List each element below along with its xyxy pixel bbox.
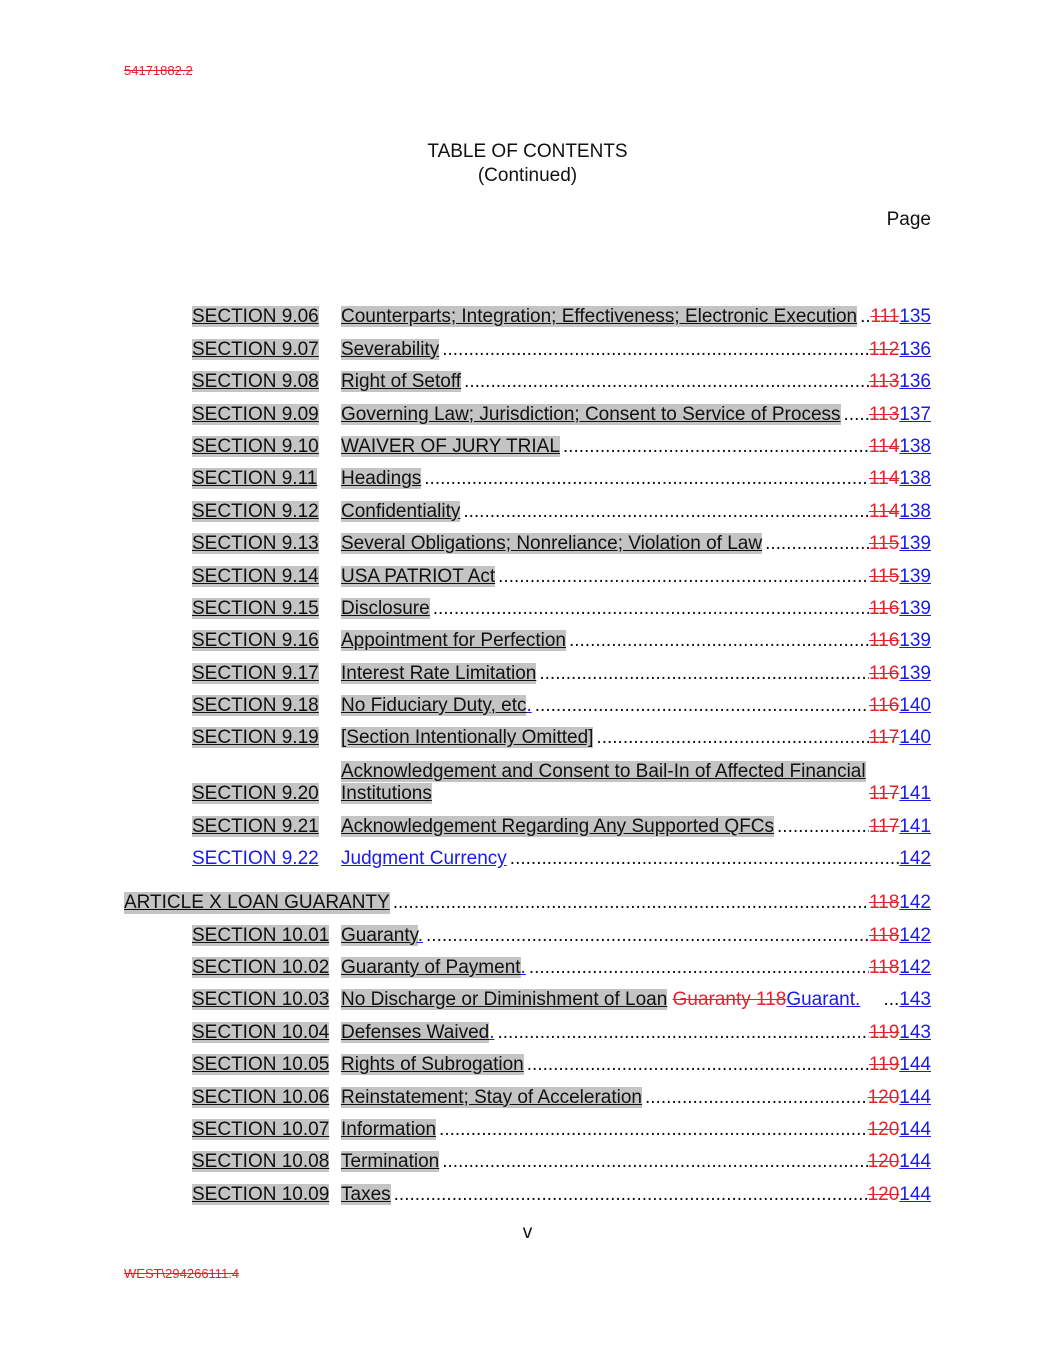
section-title-cell bbox=[341, 695, 931, 717]
dot-leader bbox=[439, 339, 869, 361]
section-title-wrap bbox=[341, 989, 860, 1011]
section-number-link[interactable]: SECTION 10.09 bbox=[192, 1183, 330, 1205]
inserted-text: . bbox=[489, 1021, 495, 1043]
section-title-wrap bbox=[341, 339, 439, 361]
section-title-cell bbox=[341, 816, 931, 838]
page-number-link[interactable]: 143 bbox=[899, 1021, 931, 1043]
page-number-link[interactable]: 139 bbox=[899, 662, 931, 684]
section-title-wrap bbox=[341, 371, 461, 393]
document-id-header: 54171882.2 bbox=[124, 63, 193, 78]
toc-entry[interactable] bbox=[124, 947, 931, 979]
section-title-cell bbox=[341, 989, 931, 1011]
section-title-cell bbox=[341, 848, 931, 870]
section-number-link[interactable]: SECTION 10.05 bbox=[192, 1054, 330, 1076]
dot-leader bbox=[495, 566, 869, 588]
dot-leader bbox=[560, 436, 869, 458]
toc-entry[interactable] bbox=[124, 523, 931, 555]
page-number: v bbox=[522, 1222, 533, 1243]
section-title-wrap bbox=[341, 501, 460, 523]
toc-entry[interactable] bbox=[124, 296, 931, 328]
article-entry[interactable] bbox=[124, 870, 931, 914]
page-number-link[interactable]: 144 bbox=[899, 1151, 931, 1173]
page-number-link[interactable]: 142 bbox=[899, 957, 931, 979]
section-title-wrap bbox=[341, 566, 495, 588]
section-number-cell bbox=[192, 1184, 341, 1206]
section-number-cell bbox=[192, 783, 341, 805]
section-title-wrap bbox=[341, 816, 774, 838]
dot-leader bbox=[421, 468, 869, 490]
dot-leader bbox=[593, 727, 869, 749]
dot-leader bbox=[536, 663, 869, 685]
dot-leader bbox=[857, 306, 870, 328]
section-number-cell bbox=[192, 1119, 341, 1141]
section-title-link[interactable]: Reinstatement; Stay of Acceleration bbox=[341, 1086, 642, 1108]
section-title-cell bbox=[341, 630, 931, 652]
section-title-cell bbox=[341, 727, 931, 749]
section-number-link[interactable]: SECTION 9.20 bbox=[192, 783, 319, 805]
section-title-link[interactable]: Guaranty of Payment bbox=[341, 957, 521, 979]
section-title-wrap bbox=[341, 533, 762, 555]
section-title-wrap bbox=[341, 306, 857, 328]
section-title-link[interactable]: Severability bbox=[341, 338, 440, 360]
section-title-cell bbox=[341, 371, 931, 393]
deleted-page-number: 118 bbox=[869, 892, 900, 914]
section-number-link[interactable]: SECTION 9.17 bbox=[192, 662, 319, 684]
page-number-link[interactable]: 138 bbox=[899, 468, 931, 490]
section-title-link[interactable]: [Section Intentionally Omitted] bbox=[341, 727, 594, 749]
section-number-cell bbox=[192, 1022, 341, 1044]
deleted-page-number: 116 bbox=[869, 597, 900, 619]
page-number-link[interactable]: 139 bbox=[899, 630, 931, 652]
section-title-link[interactable]: Rights of Subrogation bbox=[341, 1054, 524, 1076]
page-number-link[interactable]: 144 bbox=[899, 1054, 931, 1076]
section-number-link[interactable]: SECTION 9.06 bbox=[192, 306, 319, 328]
section-title-link[interactable]: Judgment Currency bbox=[341, 848, 507, 870]
toc-entry[interactable] bbox=[124, 1109, 931, 1141]
deleted-page-number: 117 bbox=[869, 815, 900, 837]
section-number-cell bbox=[192, 306, 341, 328]
section-number-cell bbox=[192, 989, 341, 1011]
section-number-link[interactable]: SECTION 9.13 bbox=[192, 533, 319, 555]
section-title-wrap bbox=[341, 1184, 391, 1206]
section-title-link[interactable]: Several Obligations; Nonreliance; Violation of Law bbox=[341, 533, 763, 555]
toc-entry[interactable] bbox=[124, 749, 931, 805]
section-title-cell bbox=[341, 566, 931, 588]
section-number-link[interactable]: SECTION 9.22 bbox=[192, 848, 319, 870]
section-title-cell bbox=[341, 1151, 931, 1173]
section-title-link[interactable]: Taxes bbox=[341, 1183, 391, 1205]
deleted-page-number: 119 bbox=[869, 1054, 900, 1076]
dot-leader bbox=[461, 371, 869, 393]
article-title-link[interactable]: ARTICLE X LOAN GUARANTY bbox=[124, 892, 390, 914]
section-number-cell bbox=[192, 957, 341, 979]
page-number-link[interactable]: 139 bbox=[899, 597, 931, 619]
section-title-link[interactable]: Guaranty bbox=[341, 924, 418, 946]
section-title-link[interactable]: Acknowledgement and Consent to Bail-In of Affected Financial Institutions bbox=[341, 761, 866, 805]
deleted-page-number: 118 bbox=[869, 924, 900, 946]
section-number-link[interactable]: SECTION 9.16 bbox=[192, 630, 319, 652]
dot-leader bbox=[524, 1054, 869, 1076]
page-number-link[interactable]: 142 bbox=[899, 848, 931, 870]
dot-leader bbox=[494, 1022, 869, 1044]
section-title-wrap bbox=[341, 630, 566, 652]
toc-entry[interactable] bbox=[124, 361, 931, 393]
deleted-page-number: 120 bbox=[867, 1086, 900, 1108]
toc-entry[interactable] bbox=[124, 328, 931, 360]
dot-leader bbox=[642, 1087, 868, 1109]
section-number-cell bbox=[192, 1087, 341, 1109]
section-title-cell bbox=[341, 1119, 931, 1141]
deleted-page-number: 116 bbox=[869, 662, 900, 684]
page-number-link[interactable]: 141 bbox=[899, 783, 931, 805]
dot-leader bbox=[391, 1184, 868, 1206]
section-title-wrap bbox=[341, 436, 560, 458]
deleted-page-number: 117 bbox=[869, 727, 900, 749]
page-number-link[interactable]: 137 bbox=[899, 403, 931, 425]
toc-entry[interactable] bbox=[124, 685, 931, 717]
section-title-cell bbox=[341, 306, 931, 328]
section-title-cell bbox=[341, 501, 931, 523]
section-title-cell bbox=[341, 436, 931, 458]
section-title-wrap bbox=[341, 695, 532, 717]
section-title-wrap bbox=[341, 727, 593, 749]
section-number-link[interactable]: SECTION 10.08 bbox=[192, 1151, 330, 1173]
section-number-cell bbox=[192, 339, 341, 361]
section-title-wrap bbox=[341, 848, 507, 870]
toc-entry[interactable] bbox=[124, 458, 931, 490]
section-number-link[interactable]: SECTION 10.02 bbox=[192, 957, 330, 979]
section-title-link[interactable]: Defenses Waived bbox=[341, 1021, 490, 1043]
section-number-cell bbox=[192, 436, 341, 458]
deleted-page-number: 117 bbox=[869, 783, 900, 805]
page-number-link[interactable]: 142 bbox=[899, 892, 931, 914]
deleted-page-number: 116 bbox=[869, 630, 900, 652]
page-number-link[interactable]: 143 bbox=[899, 989, 931, 1011]
article-title-cell bbox=[124, 892, 931, 914]
deleted-page-number: 114 bbox=[869, 500, 900, 522]
section-number-link[interactable]: SECTION 9.11 bbox=[192, 468, 318, 490]
deleted-page-number: 111 bbox=[870, 306, 900, 328]
dot-leader: ... bbox=[883, 989, 900, 1011]
page-number-link[interactable]: 135 bbox=[899, 306, 931, 328]
section-number-cell bbox=[192, 663, 341, 685]
section-title-link[interactable]: Right of Setoff bbox=[341, 371, 462, 393]
section-title-cell bbox=[341, 1022, 931, 1044]
toc-entry[interactable] bbox=[124, 1076, 931, 1108]
dot-leader bbox=[423, 925, 869, 947]
deleted-page-number: 112 bbox=[869, 338, 900, 360]
section-number-cell bbox=[192, 630, 341, 652]
page-number-link[interactable]: 136 bbox=[899, 338, 931, 360]
toc-entry[interactable] bbox=[124, 979, 931, 1011]
deleted-page-number: 114 bbox=[869, 435, 900, 457]
page-number-link[interactable]: 142 bbox=[899, 924, 931, 946]
section-number-cell bbox=[192, 925, 341, 947]
toc-entry[interactable] bbox=[124, 426, 931, 458]
section-title-link[interactable]: No Discharge or Diminishment of Loan bbox=[341, 989, 668, 1011]
deleted-page-number: 118 bbox=[869, 957, 900, 979]
section-number-link[interactable]: SECTION 9.14 bbox=[192, 565, 319, 587]
dot-leader bbox=[460, 501, 869, 523]
section-number-link[interactable]: SECTION 10.06 bbox=[192, 1086, 330, 1108]
section-title-link[interactable]: Acknowledgement Regarding Any Supported QFCs bbox=[341, 815, 775, 837]
section-title-cell bbox=[341, 1054, 931, 1076]
section-title-link[interactable]: Disclosure bbox=[341, 597, 430, 619]
page-number-link[interactable]: 140 bbox=[899, 695, 931, 717]
toc-entry[interactable] bbox=[124, 1011, 931, 1043]
deleted-page-number: 120 bbox=[867, 1183, 900, 1205]
dot-leader bbox=[774, 816, 869, 838]
dot-leader bbox=[841, 404, 869, 426]
section-title-wrap bbox=[341, 663, 536, 685]
section-title-wrap bbox=[341, 1054, 524, 1076]
toc-entry[interactable] bbox=[124, 1141, 931, 1173]
page-column-label: Page bbox=[886, 209, 931, 230]
dot-leader bbox=[430, 598, 869, 620]
deleted-page-number: 119 bbox=[869, 1021, 900, 1043]
dot-leader bbox=[507, 848, 900, 870]
inserted-text: . bbox=[526, 695, 532, 717]
section-title-cell bbox=[341, 468, 931, 490]
section-title-wrap bbox=[341, 761, 866, 805]
dot-leader bbox=[390, 892, 869, 914]
section-title-cell bbox=[341, 598, 931, 620]
dot-leader bbox=[436, 1119, 868, 1141]
section-title-link[interactable]: Headings bbox=[341, 468, 422, 490]
section-number-cell bbox=[192, 533, 341, 555]
section-number-cell bbox=[192, 1054, 341, 1076]
section-number-link[interactable]: SECTION 10.07 bbox=[192, 1118, 330, 1140]
section-number-link[interactable]: SECTION 9.15 bbox=[192, 597, 319, 619]
section-title-link[interactable]: Interest Rate Limitation bbox=[341, 662, 537, 684]
deleted-page-number: 113 bbox=[869, 371, 900, 393]
toc-subtitle: (Continued) bbox=[477, 165, 578, 186]
deleted-page-number: 116 bbox=[869, 695, 900, 717]
section-title-cell bbox=[341, 533, 931, 555]
deleted-page-number: 114 bbox=[869, 468, 900, 490]
page-number-link[interactable]: 141 bbox=[899, 815, 931, 837]
section-number-link[interactable]: SECTION 10.01 bbox=[192, 924, 330, 946]
section-number-link[interactable]: SECTION 9.19 bbox=[192, 727, 319, 749]
section-number-cell bbox=[192, 468, 341, 490]
section-title-wrap bbox=[341, 1087, 642, 1109]
toc-entry[interactable] bbox=[124, 588, 931, 620]
section-number-cell bbox=[192, 848, 341, 870]
section-number-cell bbox=[192, 371, 341, 393]
page-number-link[interactable]: 139 bbox=[899, 533, 931, 555]
deleted-text: Guaranty 118 bbox=[672, 989, 787, 1011]
dot-leader bbox=[439, 1151, 867, 1173]
toc-entry[interactable] bbox=[124, 914, 931, 946]
section-title-wrap bbox=[341, 468, 421, 490]
section-number-link[interactable]: SECTION 9.07 bbox=[192, 338, 319, 360]
section-title-cell bbox=[341, 663, 931, 685]
deleted-page-number: 115 bbox=[869, 533, 900, 555]
section-number-link[interactable]: SECTION 9.09 bbox=[192, 403, 319, 425]
section-title-cell bbox=[341, 1087, 931, 1109]
toc-entry[interactable] bbox=[124, 652, 931, 684]
section-title-link[interactable]: WAIVER OF JURY TRIAL bbox=[341, 435, 560, 457]
page-number-link[interactable]: 144 bbox=[899, 1183, 931, 1205]
section-number-link[interactable]: SECTION 9.08 bbox=[192, 371, 319, 393]
toc-entry[interactable] bbox=[124, 620, 931, 652]
page-number-link[interactable]: 140 bbox=[899, 727, 931, 749]
section-number-link[interactable]: SECTION 9.12 bbox=[192, 500, 319, 522]
toc-entry[interactable] bbox=[124, 393, 931, 425]
deleted-page-number: 115 bbox=[869, 565, 900, 587]
section-title-link[interactable]: Appointment for Perfection bbox=[341, 630, 566, 652]
inserted-text: . bbox=[520, 957, 526, 979]
dot-leader bbox=[566, 630, 869, 652]
section-title-wrap bbox=[341, 1022, 494, 1044]
section-number-link[interactable]: SECTION 9.21 bbox=[192, 815, 319, 837]
page-number-link[interactable]: 138 bbox=[899, 500, 931, 522]
section-number-cell bbox=[192, 566, 341, 588]
section-number-link[interactable]: SECTION 9.10 bbox=[192, 435, 319, 457]
section-title-cell bbox=[341, 957, 931, 979]
toc-title: TABLE OF CONTENTS bbox=[427, 141, 628, 162]
section-number-cell bbox=[192, 816, 341, 838]
toc-entry[interactable] bbox=[124, 1044, 931, 1076]
section-title-wrap bbox=[341, 1151, 439, 1173]
toc-entry[interactable] bbox=[124, 490, 931, 522]
inserted-text: Guarant. bbox=[786, 989, 861, 1011]
toc-entry[interactable] bbox=[124, 838, 931, 870]
page-number-link[interactable]: 136 bbox=[899, 371, 931, 393]
toc-entry[interactable] bbox=[124, 1173, 931, 1205]
section-number-cell bbox=[192, 1151, 341, 1173]
page-number-link[interactable]: 138 bbox=[899, 435, 931, 457]
section-title-link[interactable]: Termination bbox=[341, 1151, 440, 1173]
section-title-cell bbox=[341, 339, 931, 361]
page-number-link[interactable]: 144 bbox=[899, 1086, 931, 1108]
section-title-cell bbox=[341, 1184, 931, 1206]
section-title-wrap bbox=[341, 1119, 436, 1141]
section-title-link[interactable]: No Fiduciary Duty, etc bbox=[341, 695, 527, 717]
section-number-cell bbox=[192, 404, 341, 426]
section-title-cell bbox=[341, 925, 931, 947]
dot-leader bbox=[762, 533, 869, 555]
section-title-wrap bbox=[341, 404, 841, 426]
page-number-link[interactable]: 144 bbox=[899, 1118, 931, 1140]
section-title-cell bbox=[341, 404, 931, 426]
section-title-wrap bbox=[341, 957, 526, 979]
inserted-text: . bbox=[417, 924, 424, 946]
section-number-link[interactable]: SECTION 9.18 bbox=[192, 695, 319, 717]
toc-entry[interactable] bbox=[124, 555, 931, 587]
toc-entry[interactable] bbox=[124, 805, 931, 837]
section-number-link[interactable]: SECTION 10.04 bbox=[192, 1021, 330, 1043]
section-title-link[interactable]: Information bbox=[341, 1118, 437, 1140]
dot-leader bbox=[532, 695, 869, 717]
section-number-cell bbox=[192, 501, 341, 523]
toc-entry[interactable] bbox=[124, 717, 931, 749]
section-title-link[interactable]: Governing Law; Jurisdiction; Consent to Service of Process bbox=[341, 403, 841, 425]
section-number-link[interactable]: SECTION 10.03 bbox=[192, 989, 330, 1011]
section-title-link[interactable]: Counterparts; Integration; Effectiveness; Electronic Execution bbox=[341, 306, 858, 328]
page-number-link[interactable]: 139 bbox=[899, 565, 931, 587]
section-title-link[interactable]: USA PATRIOT Act bbox=[341, 565, 496, 587]
deleted-page-number: 120 bbox=[867, 1151, 900, 1173]
section-number-cell bbox=[192, 727, 341, 749]
section-title-cell bbox=[341, 761, 931, 805]
dot-leader bbox=[526, 957, 869, 979]
deleted-page-number: 113 bbox=[869, 403, 900, 425]
section-number-cell bbox=[192, 598, 341, 620]
section-title-wrap bbox=[341, 598, 430, 620]
section-title-wrap bbox=[341, 925, 423, 947]
deleted-page-number: 120 bbox=[867, 1118, 900, 1140]
section-title-link[interactable]: Confidentiality bbox=[341, 500, 461, 522]
section-number-cell bbox=[192, 695, 341, 717]
document-id-footer: WEST\294266111.4 bbox=[124, 1266, 240, 1281]
toc-list bbox=[124, 296, 931, 1206]
